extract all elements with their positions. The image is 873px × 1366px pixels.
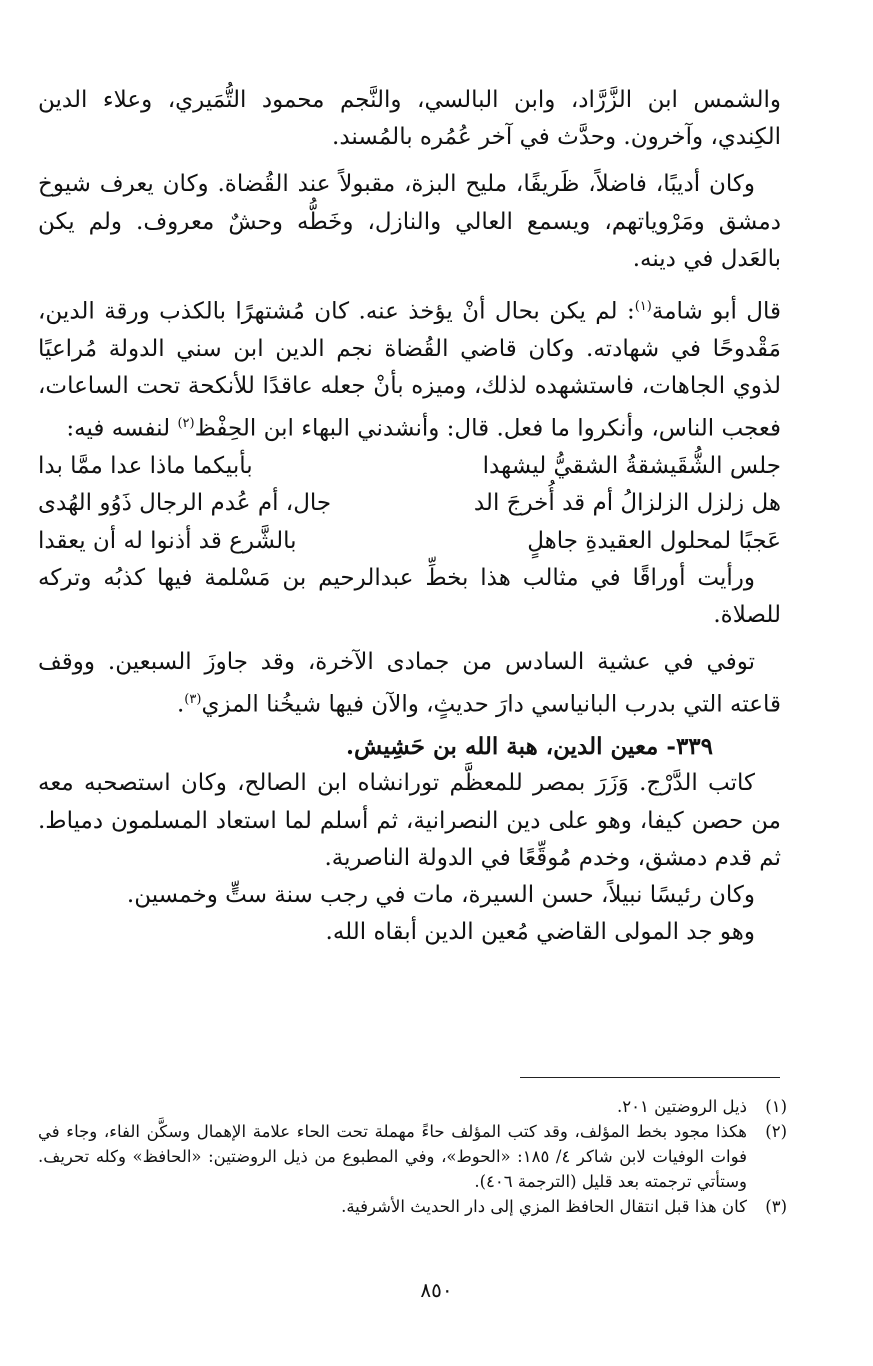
footnote-ref-1: (١) [634,299,652,315]
footnote-2 [38,1119,787,1194]
footnote-3 [38,1194,787,1219]
verse-2-second-hemistich: جال، أم عُدم الرجال ذَوُو الهُدى [38,490,332,517]
footnote-number: (١) [765,1097,787,1116]
main-text [38,82,781,951]
page-number: ٨٥٠ [420,1278,453,1302]
paragraph-3-part-b: : لم يكن بحال أنْ يؤخذ عنه. كان مُشتهرًا بالكذب ورقة الدين، مَقْدوحًا في شهادته. وكان قاضي القُضاة نجم الدين ابن سني الدولة مُراعيًا لذوي الجاهات، فاستشهده لذلك، وميزه بأنْ جعله عاقدًا للأنكحة تحت الساعات، فعجب الناس، وأنكروا ما فعل. قال: وأنشدني البهاء ابن الحِفْظ [38,298,781,442]
verse-line-1 [38,448,781,485]
footnote-ref-2: (٢) [177,416,195,432]
verse-3-first-hemistich: عَجبًا لمحلول العقيدةِ جاهلٍ [527,527,781,554]
footnote-number: (٣) [765,1197,787,1216]
footnote-number: (٢) [765,1122,787,1141]
paragraph-1: والشمس ابن الزَّرَّاد، وابن البالسي، والنَّجم محمود التُّمَيري، وعلاء الدين الكِندي، وآخرون. وحدَّث في آخر عُمُره بالمُسند. [38,87,781,151]
paragraph-2: وكان أديبًا، فاضلاً، ظَريفًا، مليح البزة، مقبولاً عند القُضاة. وكان يعرف شيوخ دمشق ومَرْوياتهم، ويسمع العالي والنازل، وخَطُّه وحشٌ معروف. ولم يكن بالعَدل في دينه. [38,171,781,272]
paragraph-3-part-c: لنفسه فيه: [66,415,178,442]
verse-1-second-hemistich: بأبيكما ماذا عدا ممَّا بدا [38,453,253,480]
footnote-ref-3: (٣) [184,692,202,708]
paragraph-5-part-a: توفي في عشية السادس من جمادى الآخرة، وقد جاوزَ السبعين. ووقف قاعته التي بدرب البانياسي دارَ حديثٍ، والآن فيها شيخُنا المزي [38,649,781,719]
paragraph-4: ورأيت أوراقًا في مثالب هذا بخطِّ عبدالرحيم بن مَسْلمة فيها كذبُه وتركه للصلاة. [38,564,781,628]
paragraph-5-part-b: . [176,692,185,719]
verse-2-first-hemistich: هل زلزل الزلزالُ أم قد أُخرجَ الد [473,490,781,517]
entry-heading: ٣٣٩- معين الدين، هبة الله بن حَشِيش. [346,733,713,761]
footnotes [38,1094,787,1219]
footnote-divider [520,1077,780,1078]
footnote-text: هكذا مجود بخط المؤلف، وقد كتب المؤلف حاءً مهملة تحت الحاء علامة الإهمال وسكَّن الفاء، وجاء في فوات الوفيات لابن شاكر ٤/ ١٨٥: «الحوط»، وفي المطبوع من ذيل الروضتين: «الحافظ» وكله تحريف. وستأتي ترجمته بعد قليل (الترجمة ٤٠٦). [38,1122,747,1191]
paragraph-7: وكان رئيسًا نبيلاً، حسن السيرة، مات في رجب سنة ستٍّ وخمسين. [126,882,755,909]
footnote-1 [38,1094,787,1119]
footnote-text: كان هذا قبل انتقال الحافظ المزي إلى دار الحديث الأشرفية. [341,1197,747,1216]
paragraph-3-part-a: قال أبو شامة [651,298,781,325]
verse-line-3 [38,523,781,560]
footnote-text: ذيل الروضتين ٢٠١. [617,1097,747,1116]
verse-1-first-hemistich: جلس الشُّقَيشقةُ الشقيُّ ليشهدا [482,453,781,480]
paragraph-6: كاتب الدَّرْج. وَزَرَ بمصر للمعظَّم تورانشاه ابن الصالح، وكان استصحبه معه من حصن كيفا، وهو على دين النصرانية، ثم أسلم لما استعاد المسلمون دمياط. ثم قدم دمشق، وخدم مُوقِّعًا في الدولة الناصرية. [38,770,781,871]
paragraph-3 [38,288,781,448]
verse-3-second-hemistich: بالشَّرع قد أذنوا له أن يعقدا [38,527,297,554]
paragraph-5 [38,644,781,724]
verse-line-2 [38,485,781,522]
paragraph-8: وهو جد المولى القاضي مُعين الدين أبقاه الله. [325,919,755,946]
